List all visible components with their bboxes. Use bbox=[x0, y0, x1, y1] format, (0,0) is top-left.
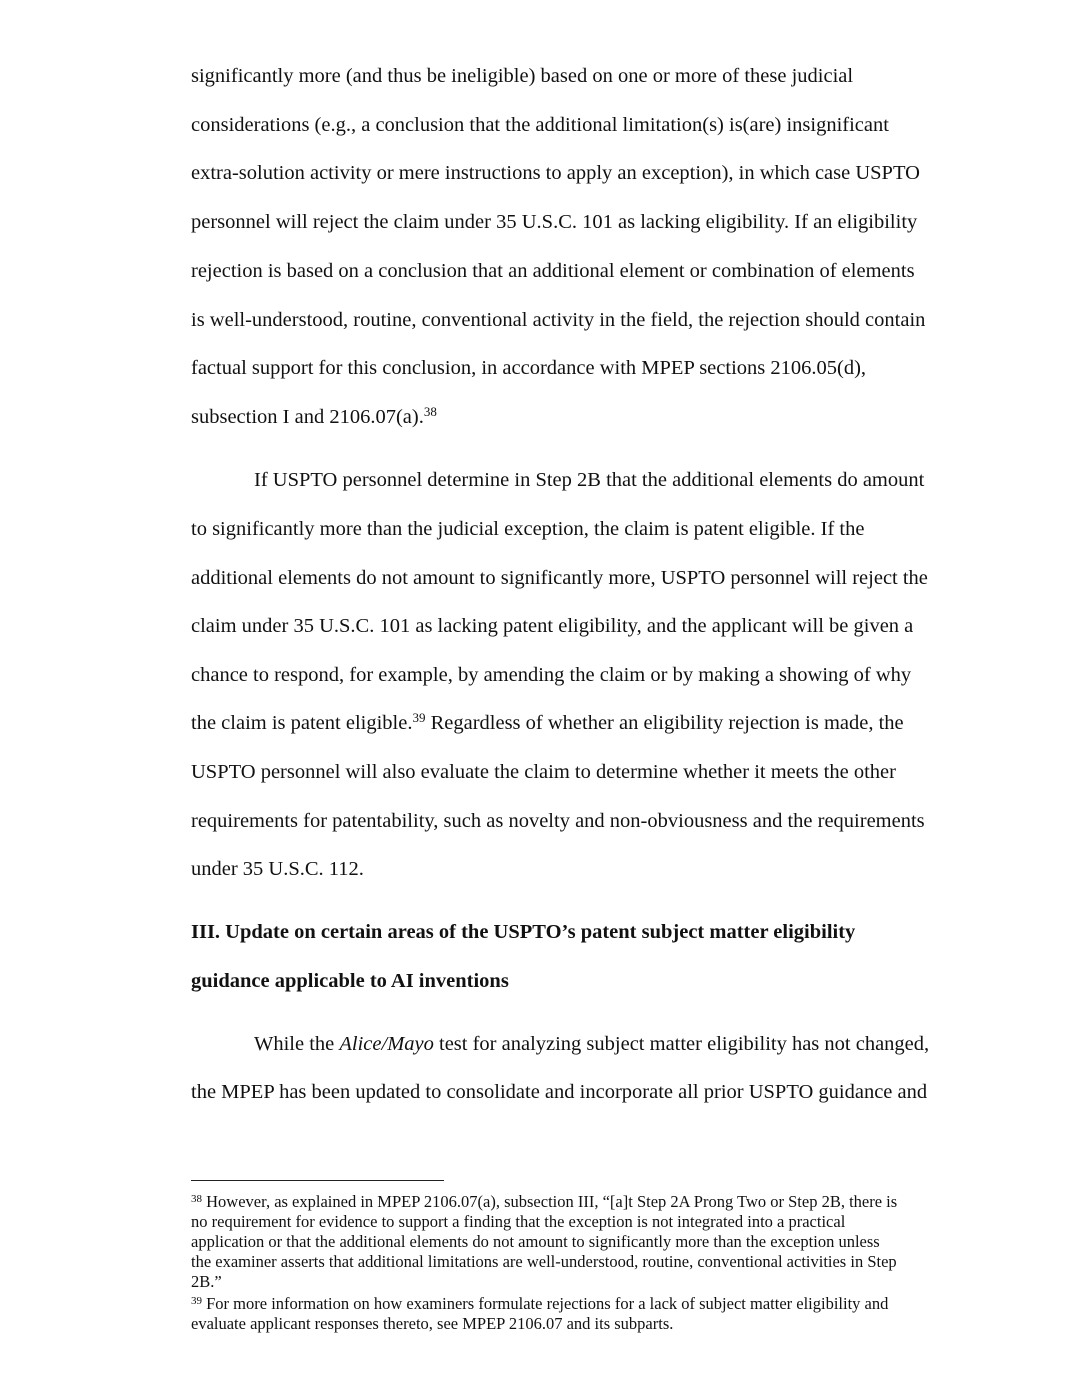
footnote-divider bbox=[191, 1180, 444, 1181]
footnote-line bbox=[191, 1294, 888, 1314]
heading-line: guidance applicable to AI inventions bbox=[191, 970, 509, 992]
body-text: test for analyzing subject matter eligibility has not changed, bbox=[433, 1033, 930, 1055]
body-line: to significantly more than the judicial exception, the claim is patent eligible. If the bbox=[191, 518, 865, 540]
body-line bbox=[191, 711, 904, 735]
body-line bbox=[191, 405, 437, 429]
body-line: additional elements do not amount to significantly more, USPTO personnel will reject the bbox=[191, 567, 928, 589]
footnote-text: However, as explained in MPEP 2106.07(a), subsection III, “[a]t Step 2A Prong Two or Step 2B, there is bbox=[202, 1192, 898, 1211]
body-line: requirements for patentability, such as novelty and non-obviousness and the requirements bbox=[191, 810, 925, 832]
body-line: significantly more (and thus be ineligible) based on one or more of these judicial bbox=[191, 65, 854, 87]
footnote-line bbox=[191, 1192, 897, 1212]
body-line: rejection is based on a conclusion that an additional element or combination of elements bbox=[191, 260, 915, 282]
body-line: the MPEP has been updated to consolidate and incorporate all prior USPTO guidance and bbox=[191, 1081, 928, 1103]
footnote-text: For more information on how examiners formulate rejections for a lack of subject matter eligibility and bbox=[202, 1294, 889, 1313]
footnote-ref-38[interactable]: 38 bbox=[423, 404, 437, 419]
footnote-line: 2B.” bbox=[191, 1272, 222, 1291]
body-line: extra-solution activity or mere instructions to apply an exception), in which case USPTO bbox=[191, 162, 920, 184]
body-line: is well-understood, routine, conventional activity in the field, the rejection should contain bbox=[191, 309, 926, 331]
footnote-ref-39[interactable]: 39 bbox=[412, 710, 426, 725]
case-name-italic: Alice/Mayo bbox=[339, 1033, 434, 1055]
footnote-number: 39 bbox=[191, 1295, 202, 1307]
body-text: the claim is patent eligible. bbox=[191, 712, 413, 734]
body-line: USPTO personnel will also evaluate the claim to determine whether it meets the other bbox=[191, 761, 896, 783]
body-line: under 35 U.S.C. 112. bbox=[191, 858, 364, 880]
body-line: claim under 35 U.S.C. 101 as lacking patent eligibility, and the applicant will be given a bbox=[191, 615, 914, 637]
body-line: personnel will reject the claim under 35 U.S.C. 101 as lacking eligibility. If an eligibility bbox=[191, 211, 918, 233]
footnote-line: no requirement for evidence to support a finding that the exception is not integrated into a practical bbox=[191, 1212, 846, 1231]
body-text: Regardless of whether an eligibility rejection is made, the bbox=[425, 712, 904, 734]
footnote-line: application or that the additional elements do not amount to significantly more than the exception unless bbox=[191, 1232, 880, 1251]
body-line bbox=[254, 1032, 929, 1056]
body-line: considerations (e.g., a conclusion that the additional limitation(s) is(are) insignificant bbox=[191, 114, 889, 136]
body-line: chance to respond, for example, by amending the claim or by making a showing of why bbox=[191, 664, 912, 686]
heading-line: III. Update on certain areas of the USPTO’s patent subject matter eligibility bbox=[191, 921, 856, 943]
body-text: subsection I and 2106.07(a). bbox=[191, 406, 424, 428]
body-line: factual support for this conclusion, in accordance with MPEP sections 2106.05(d), bbox=[191, 357, 867, 379]
footnote-line: the examiner asserts that additional limitations are well-understood, routine, conventional activities in Step bbox=[191, 1252, 897, 1271]
body-text: While the bbox=[254, 1033, 340, 1055]
footnote-number: 38 bbox=[191, 1193, 202, 1205]
body-line: If USPTO personnel determine in Step 2B that the additional elements do amount bbox=[254, 469, 925, 491]
footnote-line: evaluate applicant responses thereto, see MPEP 2106.07 and its subparts. bbox=[191, 1314, 674, 1333]
